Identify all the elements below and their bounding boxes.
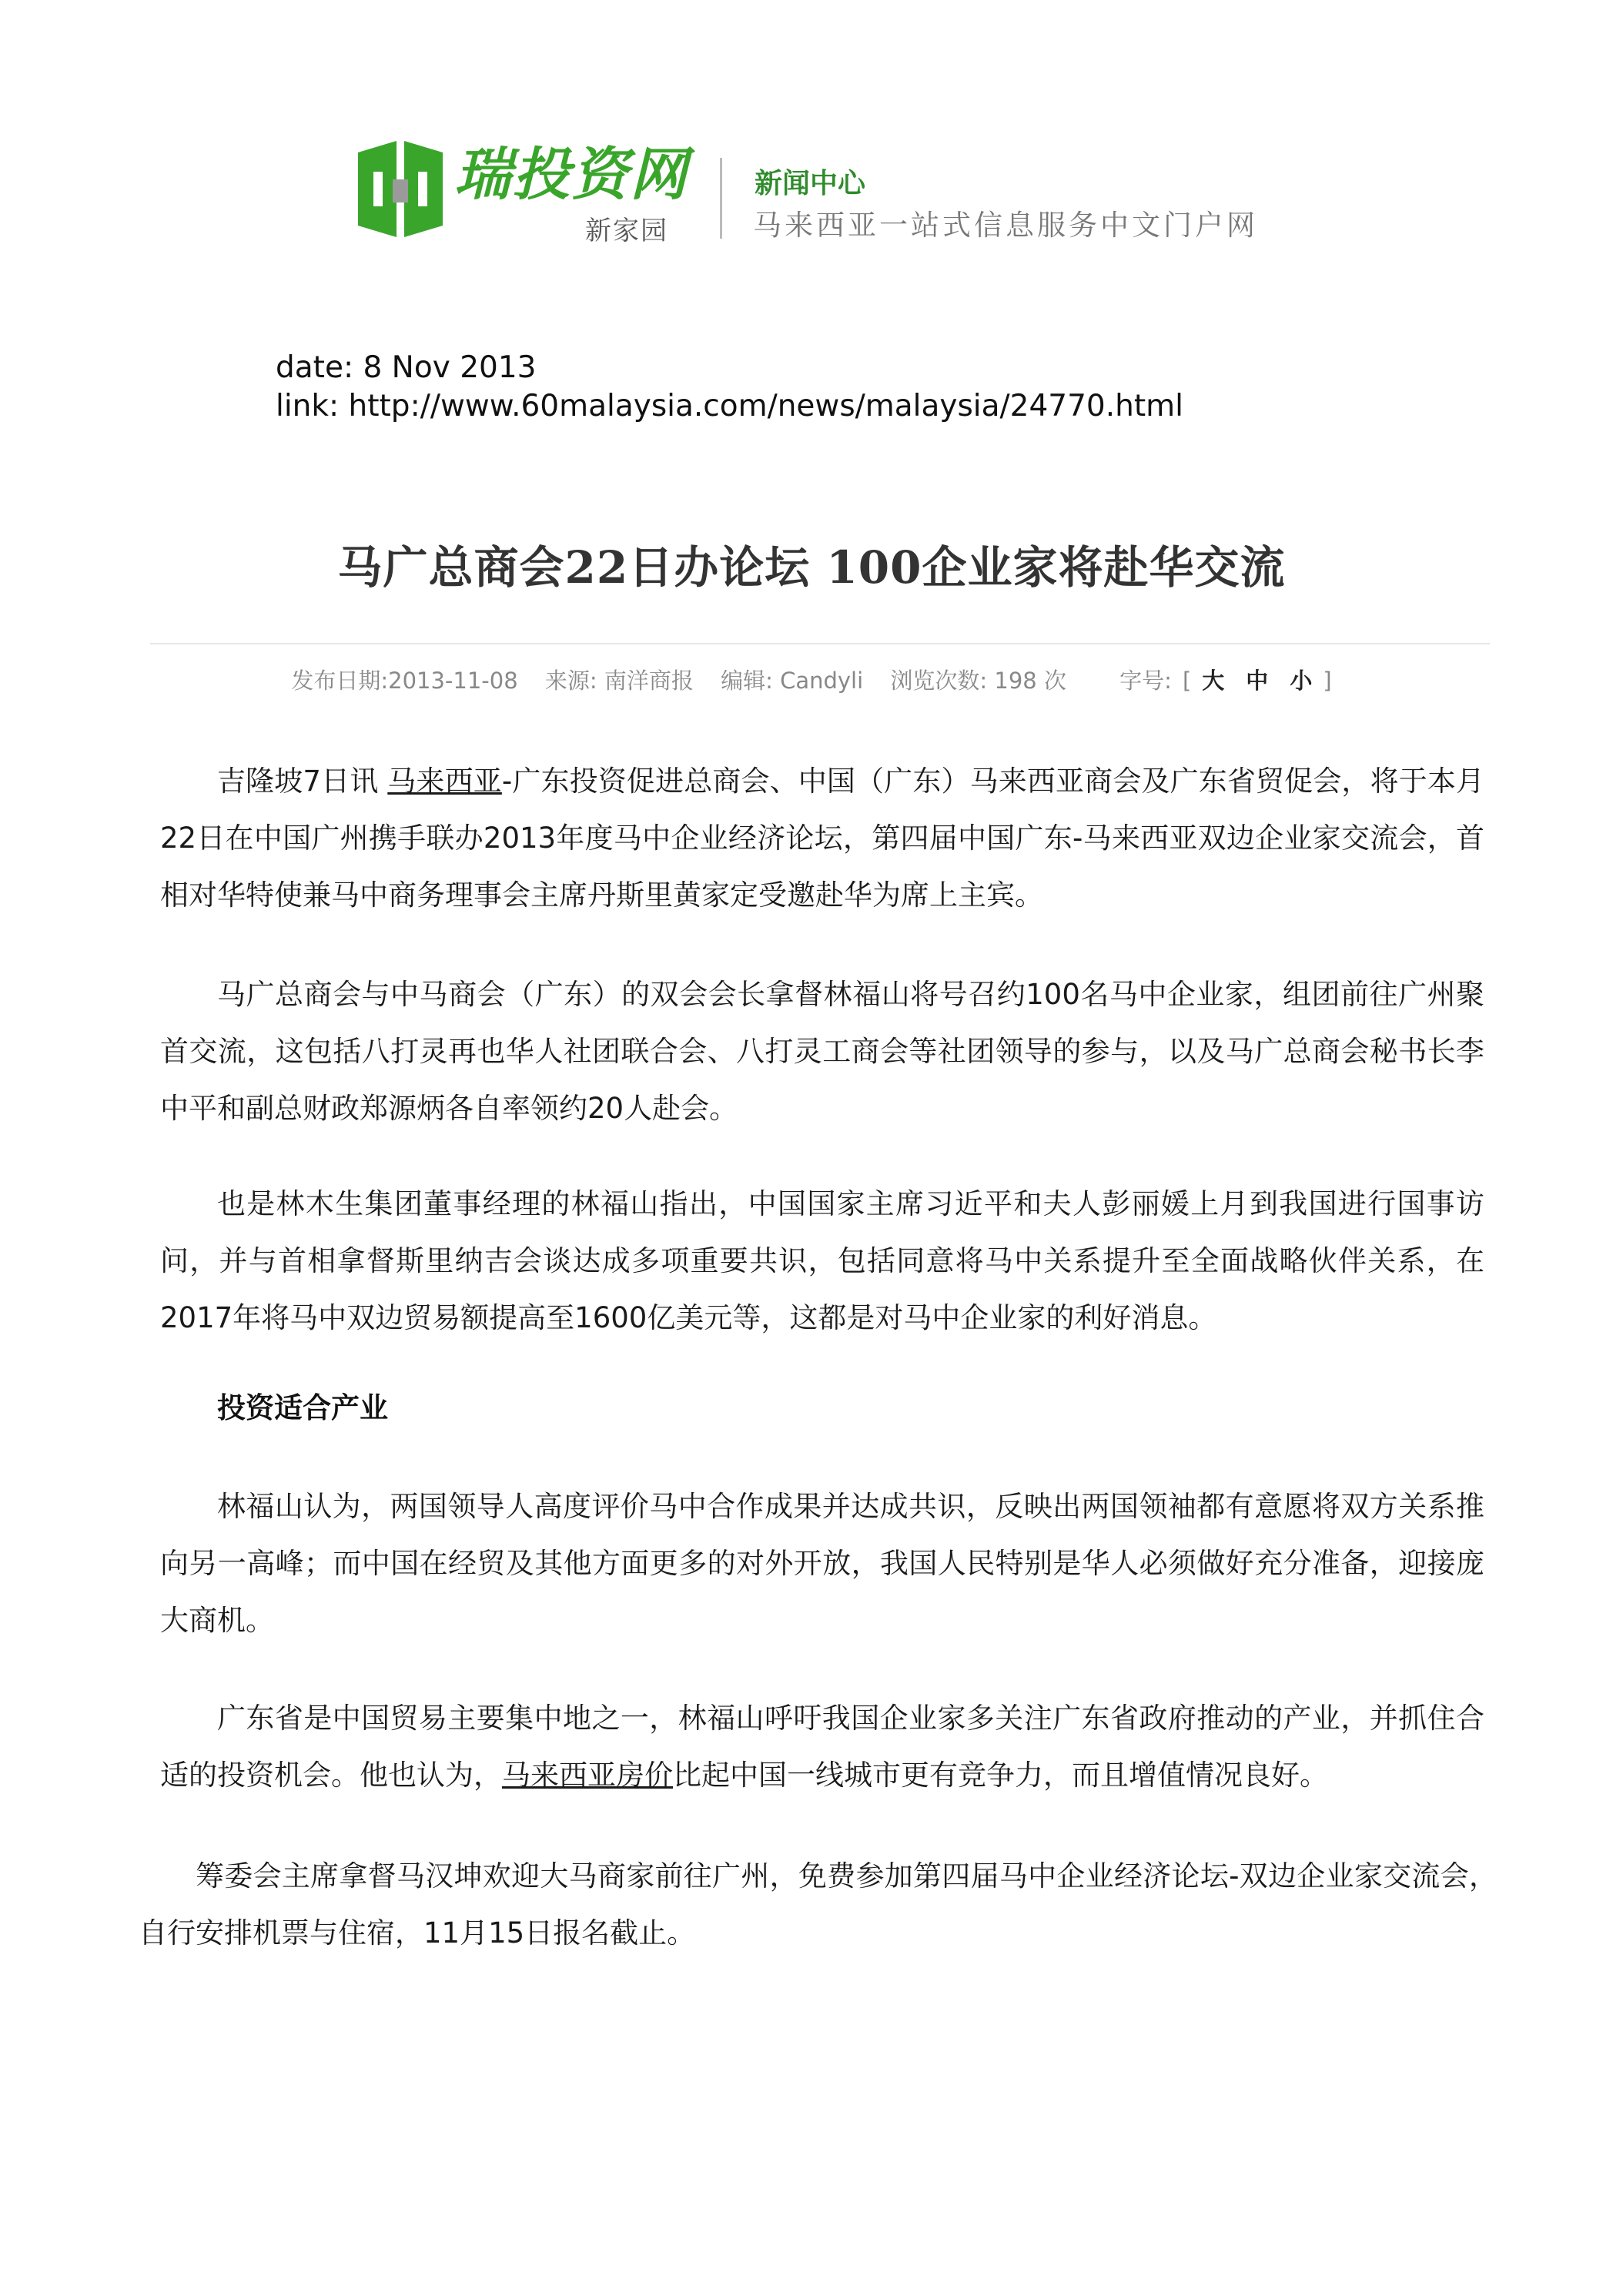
paragraph-5-prefix: 广东省是中国贸易主要集中地之一，林福山呼吁我国企业家多关注广东省政府推动的产业，并抓住合适的投资机会。他也认为， — [160, 1702, 1484, 1792]
bracket-open: [ — [1182, 668, 1192, 694]
malaysia-property-price-link[interactable]: 马来西亚房价 — [502, 1759, 673, 1792]
title-divider — [150, 643, 1490, 644]
portal-slogan: 马来西亚一站式信息服务中文门户网 — [753, 209, 1258, 242]
article-source: 来源: 南洋商报 — [544, 668, 694, 694]
paragraph-3: 也是林木生集团董事经理的林福山指出，中国国家主席习近平和夫人彭丽媛上月到我国进行国事访问，并与首相拿督斯里纳吉会谈达成多项重要共识，包括同意将马中关系提升至全面战略伙伴关系，在2017年将马中双边贸易额提高至1600亿美元等，这都是对马中企业家的利好消息。 — [160, 1187, 1484, 1334]
font-small-button[interactable]: 小 — [1290, 668, 1313, 694]
news-center-label: 新闻中心 — [755, 168, 866, 199]
paragraph-1-rest: -广东投资促进总商会、中国（广东）马来西亚商会及广东省贸促会，将于本月22日在中国广州携手联办2013年度马中企业经济论坛，第四届中国广东-马来西亚双边企业家交流会，首相对华特使兼马中商务理事会主席丹斯里黄家定受邀赴华为席上主宾。 — [160, 765, 1484, 912]
meta-link: link: http://www.60malaysia.com/news/malaysia/24770.html — [276, 389, 1183, 423]
paragraph-4: 林福山认为，两国领导人高度评价马中合作成果并达成共识，反映出两国领袖都有意愿将双方关系推向另一高峰；而中国在经贸及其他方面更多的对外开放，我国人民特别是华人必须做好充分准备，迎接庞大商机。 — [160, 1490, 1484, 1637]
font-size-label: 字号: — [1119, 668, 1172, 694]
meta-date: date: 8 Nov 2013 — [276, 350, 537, 385]
paragraph-1-prefix: 吉隆坡7日讯 — [217, 765, 388, 798]
malaysia-link[interactable]: 马来西亚 — [387, 765, 502, 798]
paragraph-1 — [160, 753, 1484, 924]
paragraph-5-rest: 比起中国一线城市更有竞争力，而且增值情况良好。 — [673, 1759, 1328, 1792]
brand-name: 瑞投资网 — [454, 142, 688, 208]
view-count: 浏览次数: 198 次 — [890, 668, 1066, 694]
brand-subtitle: 新家园 — [585, 216, 668, 246]
paragraph-5 — [160, 1690, 1484, 1804]
header-divider — [720, 158, 722, 239]
article-info-bar — [0, 664, 1623, 695]
logo-mark-icon — [350, 137, 450, 241]
font-medium-button[interactable]: 中 — [1246, 668, 1269, 694]
article-title: 马广总商会22日办论坛 100企业家将赴华交流 — [337, 541, 1286, 594]
paragraph-6: 筹委会主席拿督马汉坤欢迎大马商家前往广州，免费参加第四届马中企业经济论坛-双边企业家交流会，自行安排机票与住宿，11月15日报名截止。 — [139, 1859, 1498, 1950]
paragraph-2: 马广总商会与中马商会（广东）的双会会长拿督林福山将号召约100名马中企业家，组团前往广州聚首交流，这包括八打灵再也华人社团联合会、八打灵工商会等社团领导的参与，以及马广总商会秘书长李中平和副总财政郑源炳各自率领约20人赴会。 — [160, 978, 1484, 1125]
bracket-close: ] — [1323, 668, 1332, 694]
section-subheading: 投资适合产业 — [217, 1391, 388, 1424]
font-large-button[interactable]: 大 — [1202, 668, 1225, 694]
article-editor: 编辑: Candyli — [721, 668, 864, 694]
publish-date: 发布日期:2013-11-08 — [291, 668, 518, 694]
